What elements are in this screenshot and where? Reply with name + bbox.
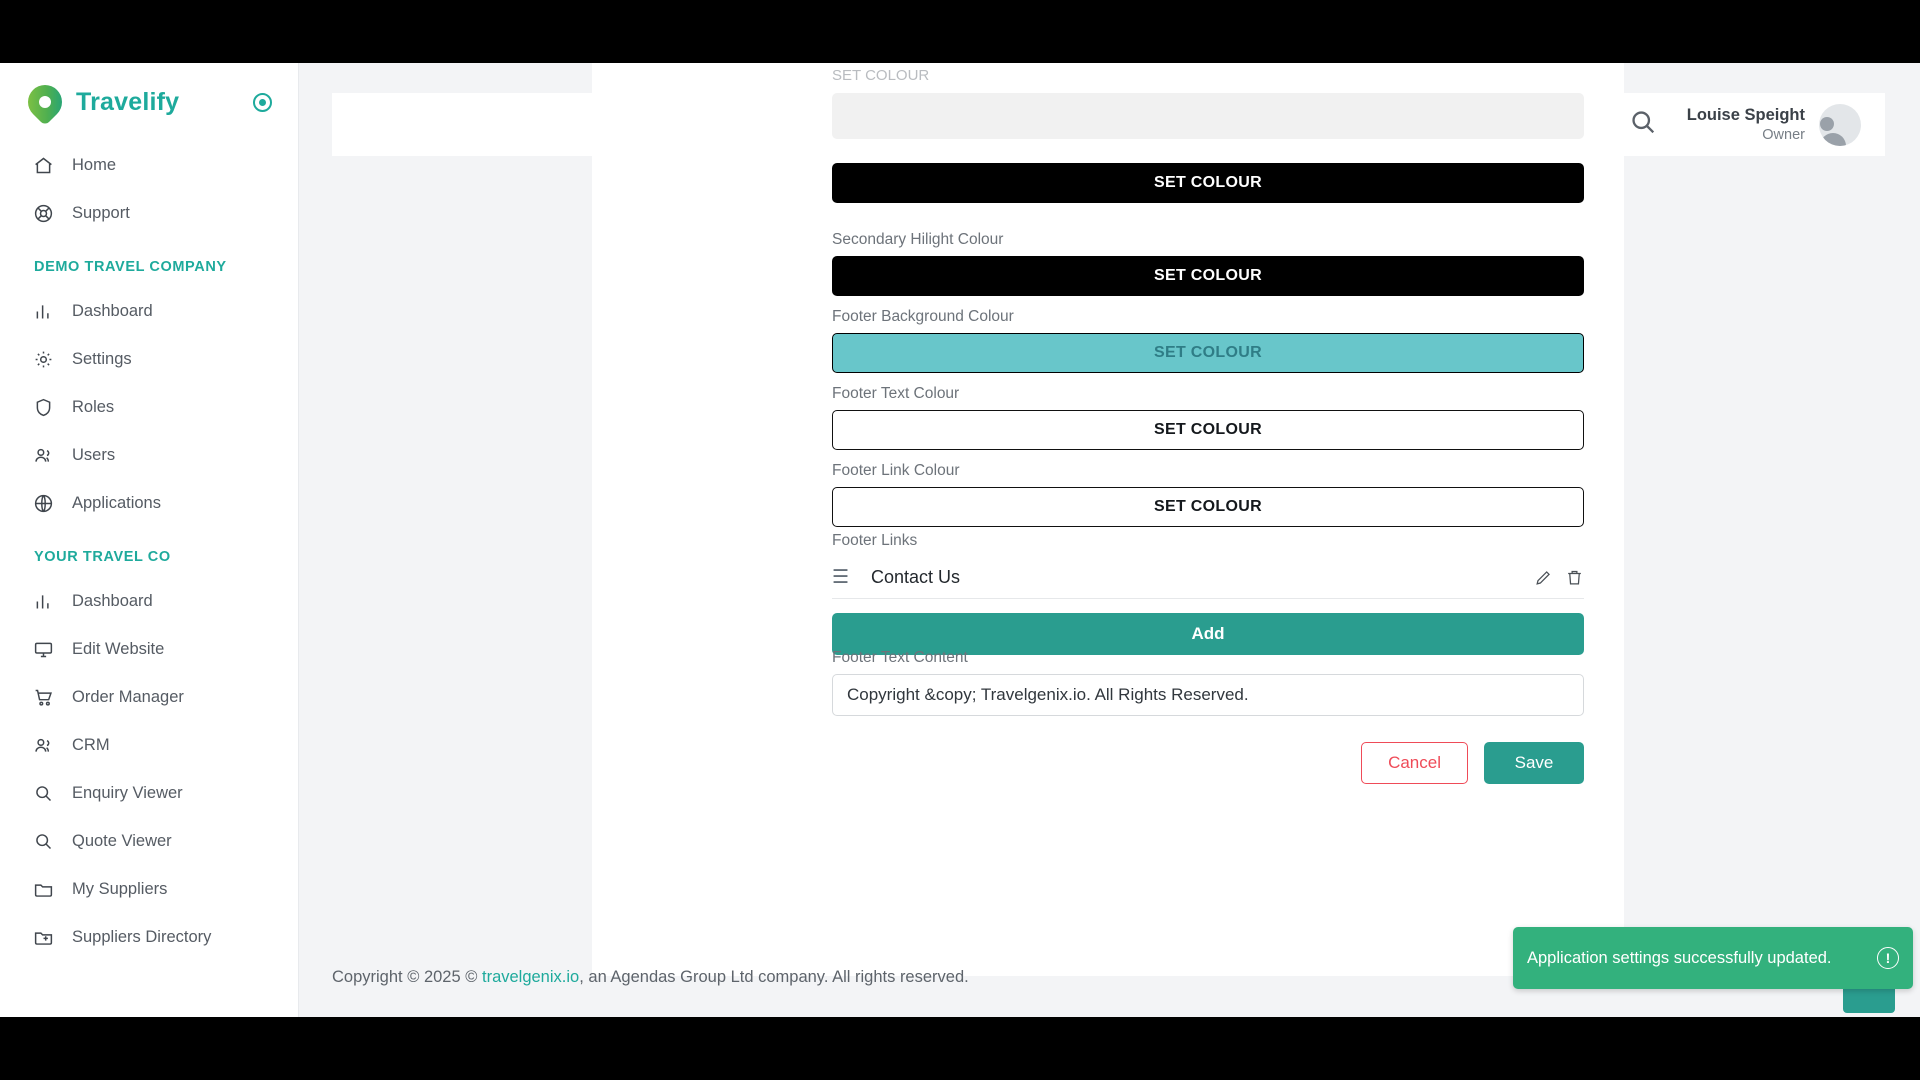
sidebar-item-label: Applications [72, 493, 161, 512]
field-label: Secondary Hilight Colour [832, 231, 1004, 248]
sidebar-item-label: Users [72, 445, 116, 464]
sidebar-item-label: Edit Website [72, 639, 165, 658]
user-info[interactable] [1687, 106, 1805, 143]
sidebar-item-support[interactable] [0, 189, 298, 237]
field-primary-hilight-colour [832, 163, 1584, 203]
bar-chart-icon [30, 298, 56, 324]
sidebar-item-order-manager[interactable] [0, 673, 298, 721]
brand-name: Travelify [76, 87, 180, 116]
gear-icon [30, 346, 56, 372]
search-icon [30, 780, 56, 806]
globe-icon [30, 490, 56, 516]
field-label: Footer Link Colour [832, 462, 960, 479]
status-toast [1513, 927, 1913, 989]
sidebar-item-label: Enquiry Viewer [72, 783, 183, 802]
set-colour-button[interactable]: SET COLOUR [832, 487, 1584, 527]
field-footer-text-colour [832, 385, 1584, 450]
save-button[interactable]: Save [1484, 742, 1584, 784]
page-footer [332, 968, 969, 987]
bar-chart-icon [30, 588, 56, 614]
sidebar-item-label: CRM [72, 735, 110, 754]
shield-icon [30, 394, 56, 420]
sidebar-item-label: Suppliers Directory [72, 927, 212, 946]
sidebar-item-label: Dashboard [72, 591, 153, 610]
field-footer-text-content [832, 649, 1584, 716]
sidebar-item-my-suppliers[interactable] [0, 865, 298, 913]
set-colour-button[interactable]: SET COLOUR [832, 410, 1584, 450]
add-footer-link-button[interactable]: Add [832, 613, 1584, 655]
sidebar-item-settings[interactable] [0, 335, 298, 383]
partial-colour-button[interactable] [832, 93, 1584, 139]
set-colour-button[interactable]: SET COLOUR [832, 163, 1584, 203]
field-footer-link-colour [832, 462, 1584, 527]
field-label: Footer Background Colour [832, 308, 1014, 325]
sidebar-item-enquiry-viewer[interactable] [0, 769, 298, 817]
sidebar-item-label: Order Manager [72, 687, 184, 706]
field-label: Footer Text Colour [832, 385, 960, 402]
cart-icon [30, 684, 56, 710]
app-viewport [0, 63, 1920, 1017]
footer-copyright-prefix: Copyright © 2025 © [332, 968, 478, 986]
field-secondary-hilight-colour [832, 231, 1584, 296]
sidebar-group-title-your-travel-co: YOUR TRAVEL CO [34, 549, 171, 565]
sidebar-item-dashboard-demo[interactable] [0, 287, 298, 335]
partial-field-label: SET COLOUR [832, 67, 930, 84]
footer-copyright-suffix: , an Agendas Group Ltd company. All rights reserved. [579, 968, 969, 986]
pencil-icon[interactable] [1534, 568, 1553, 587]
logo-pin-icon [21, 78, 69, 126]
field-label: Footer Text Content [832, 649, 968, 666]
sidebar-group-title-demo: DEMO TRAVEL COMPANY [34, 259, 227, 275]
user-name: Louise Speight [1686, 106, 1805, 124]
avatar[interactable] [1819, 104, 1861, 146]
users-icon [30, 442, 56, 468]
footer-link-travelgenix[interactable]: travelgenix.io [481, 968, 580, 986]
lifebuoy-icon [30, 200, 56, 226]
sidebar-item-crm[interactable] [0, 721, 298, 769]
search-icon[interactable] [1629, 108, 1657, 141]
drag-handle-icon[interactable]: ☰ [832, 567, 850, 588]
sidebar-item-home[interactable] [0, 141, 298, 189]
monitor-icon [30, 636, 56, 662]
sidebar-item-label: Quote Viewer [72, 831, 172, 850]
sidebar [0, 63, 299, 1017]
sidebar-item-edit-website[interactable] [0, 625, 298, 673]
folder-plus-icon [30, 924, 56, 950]
footer-text-input[interactable]: Copyright &copy; Travelgenix.io. All Rights Reserved. [832, 674, 1584, 716]
set-colour-button[interactable]: SET COLOUR [832, 333, 1584, 373]
sidebar-item-label: My Suppliers [72, 879, 168, 898]
field-footer-links [832, 532, 1584, 655]
set-colour-button[interactable]: SET COLOUR [832, 256, 1584, 296]
sidebar-item-applications[interactable] [0, 479, 298, 527]
field-footer-background-colour [832, 308, 1584, 373]
trash-icon[interactable] [1565, 568, 1584, 587]
sidebar-item-label: Roles [72, 397, 115, 416]
home-icon [30, 152, 56, 178]
cancel-button[interactable]: Cancel [1361, 742, 1468, 784]
folder-icon [30, 876, 56, 902]
field-label: Footer Links [832, 532, 918, 549]
sidebar-item-roles[interactable] [0, 383, 298, 431]
search-icon [30, 828, 56, 854]
sidebar-item-suppliers-directory[interactable] [0, 913, 298, 961]
sidebar-item-dashboard-yourco[interactable] [0, 577, 298, 625]
footer-link-name: Contact Us [871, 567, 961, 587]
toast-message: Application settings successfully updated. [1527, 948, 1832, 967]
sidebar-item-users[interactable] [0, 431, 298, 479]
sidebar-item-label: Settings [72, 349, 132, 368]
collapse-circle-icon[interactable] [253, 93, 272, 112]
sidebar-item-label: Home [72, 155, 117, 174]
list-item[interactable] [832, 557, 1584, 599]
brand[interactable] [0, 63, 298, 141]
sidebar-item-label: Support [72, 203, 130, 222]
user-role: Owner [1762, 127, 1805, 143]
sidebar-item-quote-viewer[interactable] [0, 817, 298, 865]
close-circle-icon[interactable]: ! [1877, 947, 1899, 969]
users-icon [30, 732, 56, 758]
form-actions [832, 742, 1584, 784]
sidebar-item-label: Dashboard [72, 301, 153, 320]
settings-card [592, 63, 1624, 976]
